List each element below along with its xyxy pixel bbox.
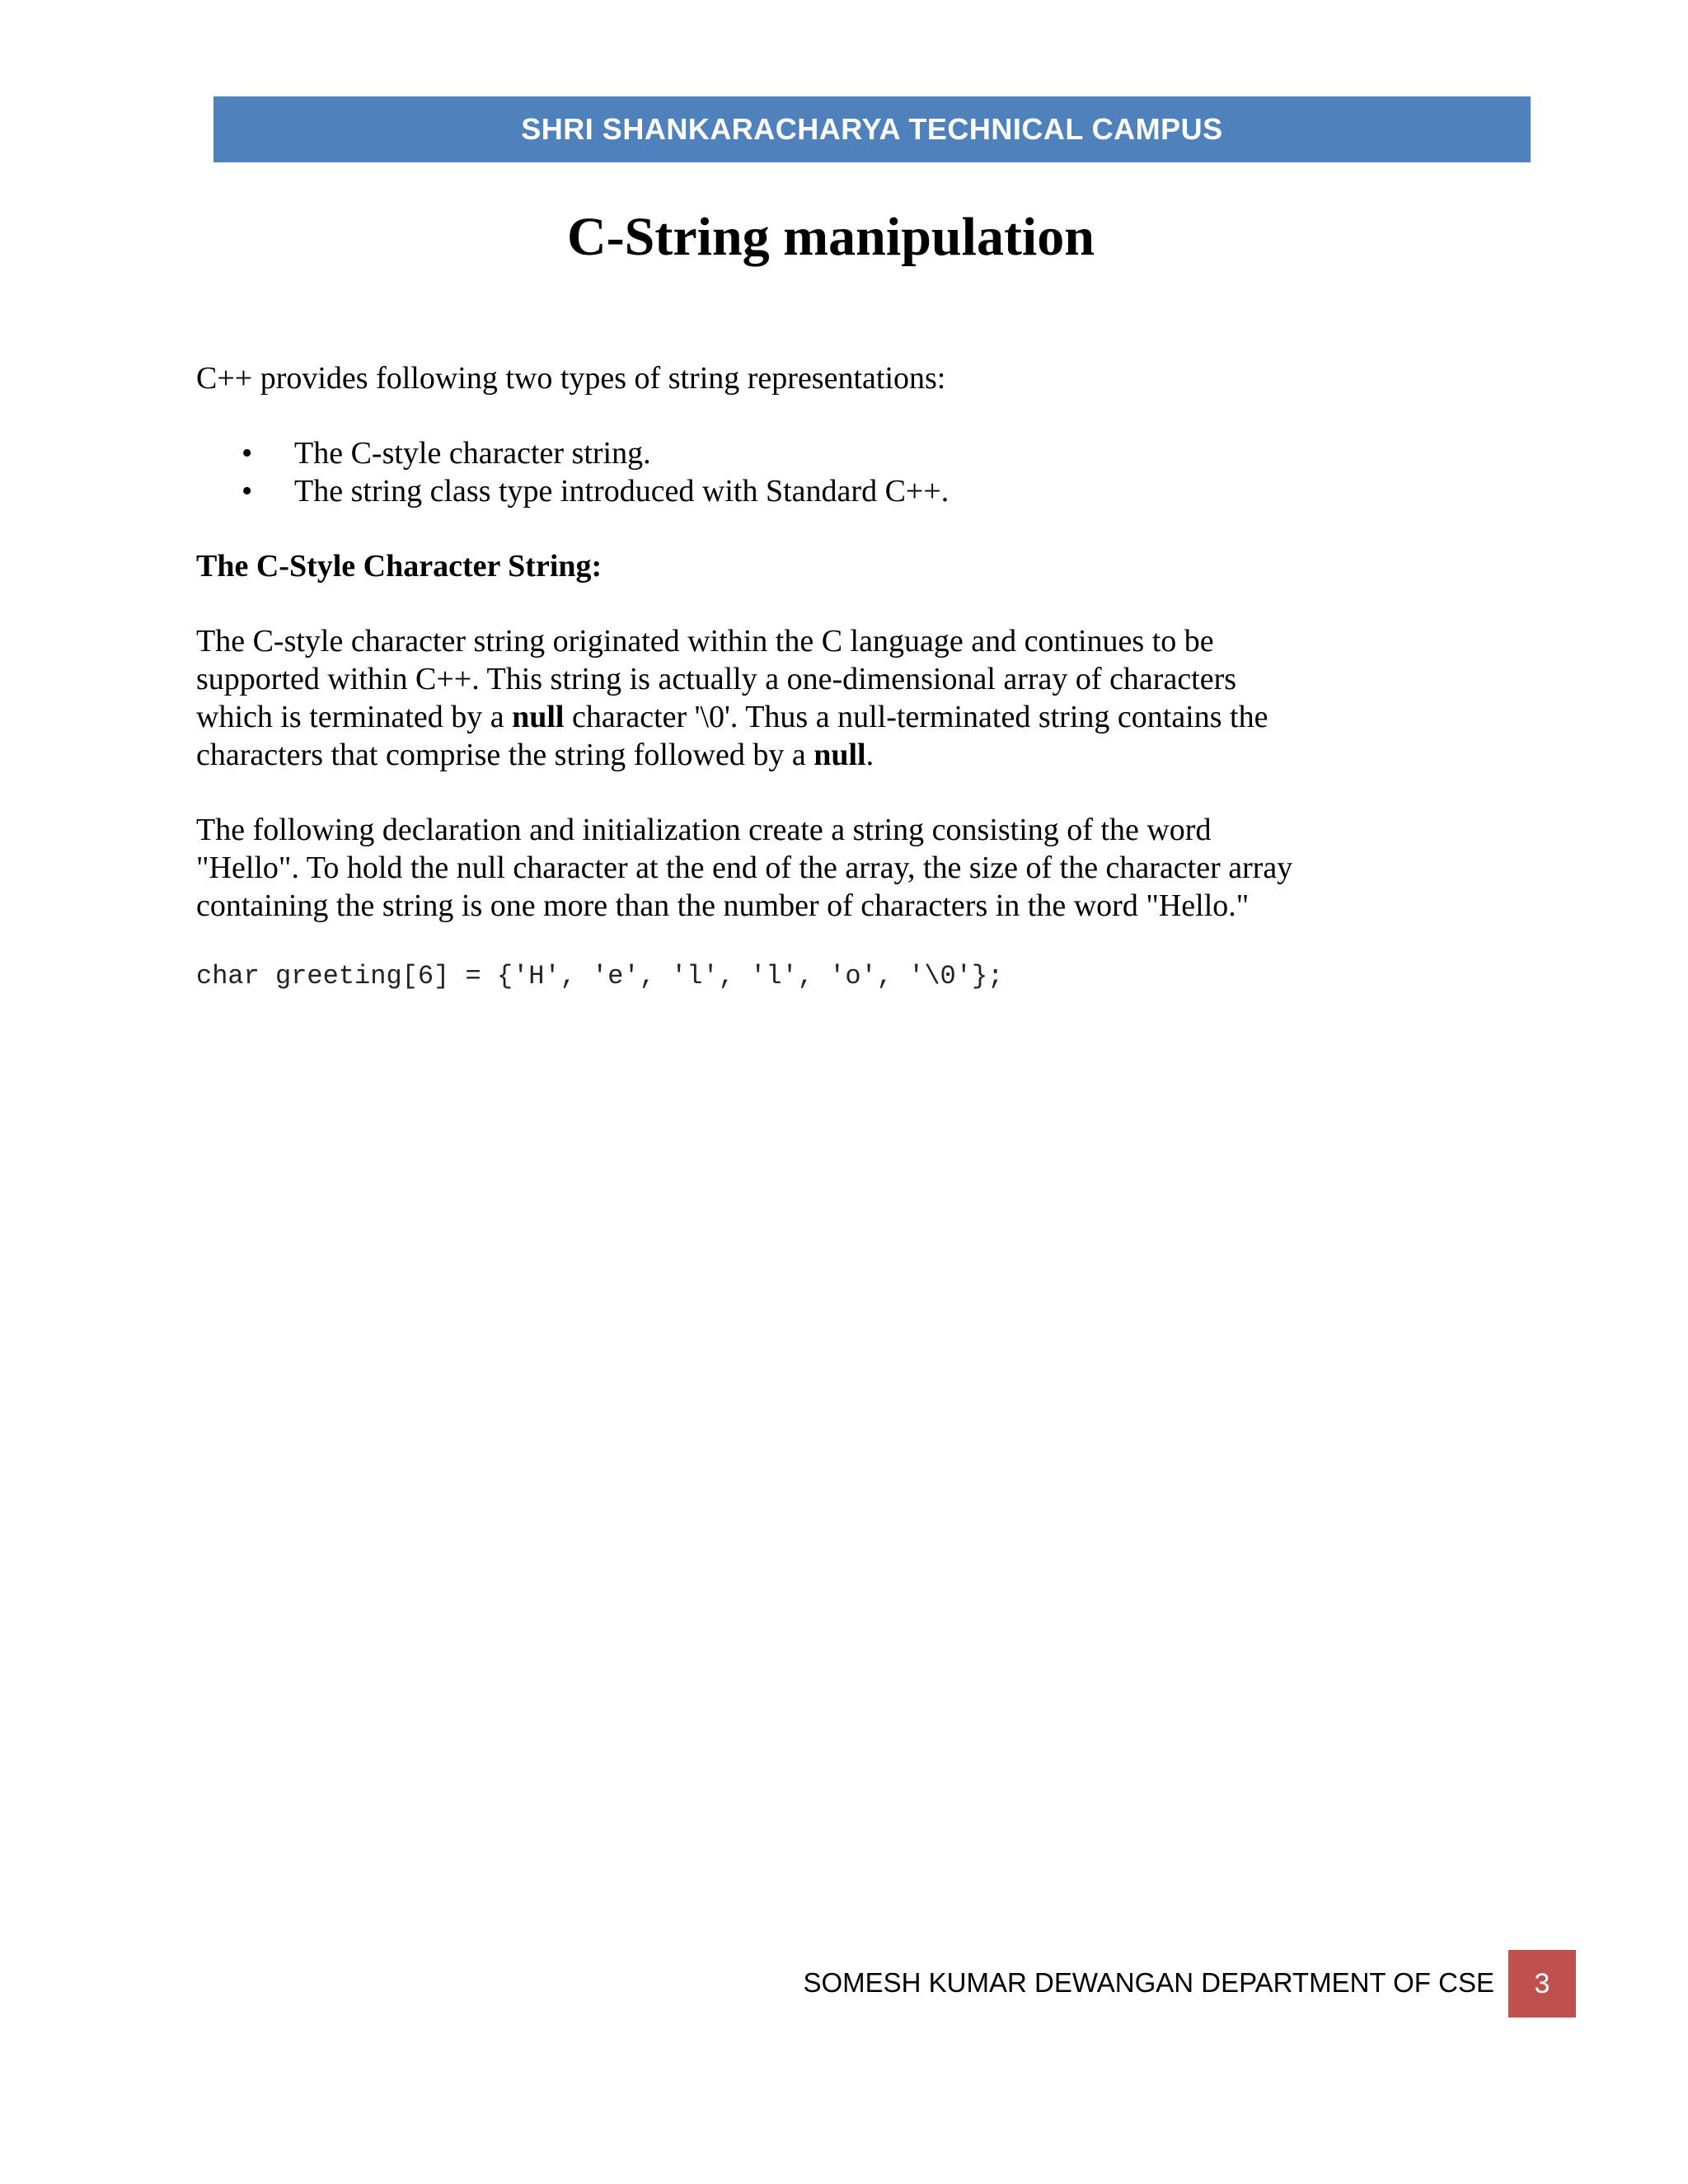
list-item-text: The C-style character string. bbox=[294, 436, 651, 471]
text-line: supported within C++. This string is actually a one-dimensional array of characters bbox=[196, 662, 1237, 696]
section-heading: The C-Style Character String: bbox=[196, 549, 603, 583]
text-line: containing the string is one more than the number of characters in the word "Hello." bbox=[196, 888, 1250, 923]
bullet-icon: • bbox=[241, 474, 253, 509]
bold-term: null bbox=[512, 700, 565, 734]
declaration-description bbox=[196, 811, 1432, 925]
list-item-text: The string class type introduced with Standard C++. bbox=[294, 474, 950, 509]
bold-term: null bbox=[814, 738, 866, 772]
text-line: characters that comprise the string followed by a bbox=[196, 738, 814, 772]
list-item bbox=[196, 434, 1432, 472]
page-number-badge: 3 bbox=[1508, 1950, 1576, 2018]
text-line: The following declaration and initialization create a string consisting of the word bbox=[196, 813, 1212, 847]
footer-author: SOMESH KUMAR DEWANGAN DEPARTMENT OF CSE bbox=[803, 1967, 1494, 1998]
code-example: char greeting[6] = {'H', 'e', 'l', 'l', 'o', '\0'}; bbox=[196, 961, 1004, 991]
list-item bbox=[196, 472, 1432, 510]
text-line: . bbox=[865, 738, 874, 772]
intro-paragraph: C++ provides following two types of string representations: bbox=[196, 361, 946, 396]
institution-name: SHRI SHANKARACHARYA TECHNICAL CAMPUS bbox=[521, 112, 1223, 146]
bullet-icon: • bbox=[241, 436, 253, 471]
text-line: which is terminated by a bbox=[196, 700, 513, 734]
string-types-list bbox=[196, 434, 1432, 510]
text-line: character '\0'. Thus a null-terminated string contains the bbox=[564, 700, 1268, 734]
text-line: "Hello". To hold the null character at the end of the array, the size of the character array bbox=[196, 851, 1293, 885]
document-body bbox=[196, 359, 1432, 993]
header-banner bbox=[213, 96, 1531, 162]
text-line: The C-style character string originated within the C language and continues to be bbox=[196, 624, 1214, 658]
page-title: C-String manipulation bbox=[567, 207, 1095, 267]
c-style-description bbox=[196, 622, 1432, 774]
